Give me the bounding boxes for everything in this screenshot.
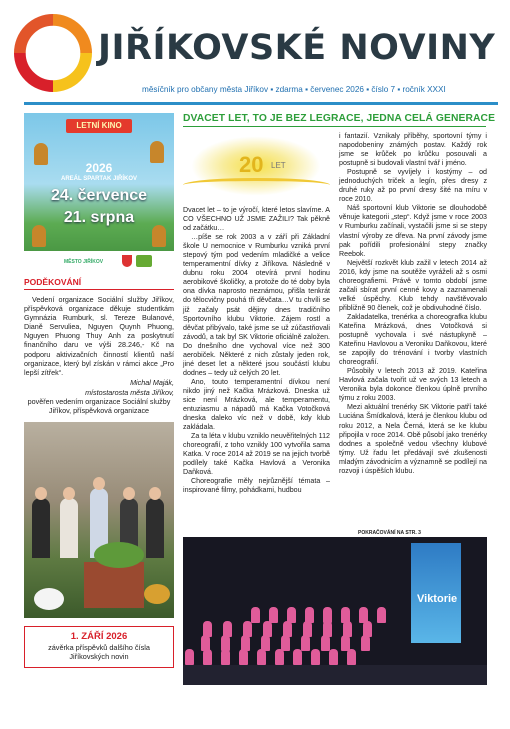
poster-venue: AREÁL SPARTAK JIŘÍKOV: [60, 176, 137, 182]
person-head: [149, 487, 161, 500]
newspaper-title: JIŘÍKOVSKÉ NOVINY: [98, 28, 496, 68]
stage-floor: [183, 665, 487, 685]
thanks-text: Vedení organizace Sociální služby Jiříkov, příspěvková organizace děkuje studentkám Gymnázia Rumburk, sl. Tereze Bulanové, Dianě Servuliea, Nguyen Quynh Phuong, Nguyen Phuong Thuy Anh za poskytnutí finančního daru ve výši 28.246,- Kč na podporu aktivizačních činností klientů naší organizace, který byl získán v rámci akce „Pro lepší zítřek“.: [24, 295, 174, 377]
donation-photo[interactable]: [24, 422, 174, 618]
article-column-1: [183, 206, 330, 496]
person-figure: [32, 498, 50, 558]
dancer-figure: [361, 635, 370, 651]
signature-role: místostarosta města Jiříkov,: [85, 387, 174, 397]
dancer-figure: [251, 607, 260, 623]
article-paragraph: Ano, touto temperamentní dívkou není nikdo jiný než Kačka Mrázková. Dneska už sice není Mrázková, ale temperamentu, entuziasmu a nápadů má Kačka Votočková dneska daleko víc než v době, kdy klub zakládala.: [183, 377, 330, 432]
article-paragraph: Postupně se vyvíjely i kostýmy – od jednoduchých triček a legín, přes dresy z druhé ruky až po první dresy šité na míru v roce 2010.: [339, 168, 487, 204]
cartoon-figure-icon: [32, 225, 46, 247]
article-paragraph: Choreografie měly nejrůznější témata – inspirované filmy, pohádkami, hudbou: [183, 477, 330, 495]
article-headline: DVACET LET, TO JE BEZ LEGRACE, JEDNA CELÁ GENERACE: [183, 113, 496, 124]
issue-info: měsíčník pro občany města Jiříkov ▪ zdarma ▪ červenec 2026 ▪ číslo 7 ▪ ročník XXXI: [142, 85, 446, 94]
person-figure: [146, 498, 164, 558]
left-column: [24, 113, 174, 668]
cartoon-figure-icon: [152, 225, 166, 247]
flower-bush: [94, 542, 144, 568]
person-figure: [60, 498, 78, 558]
main-article: [183, 113, 496, 495]
article-paragraph: Náš sportovní klub Viktorie se dlouhodobě věnuje kategorii „step“. Když jsme v roce 2003 v Rumburku začínali, vystačili jsme si se stepy vlastní výroby ze dřeva. Na první závody jsme pak pořídili profesionální stepy značky Reebok.: [339, 204, 487, 258]
person-head: [93, 477, 105, 490]
flower-bush: [34, 588, 64, 610]
poster-date-2: 21. srpna: [63, 209, 135, 226]
person-head: [123, 487, 135, 500]
dancer-figure: [203, 649, 212, 665]
dancer-figure: [185, 649, 194, 665]
poster-date-1: 24. července: [50, 187, 148, 204]
article-paragraph: …píše se rok 2003 a v září při Základní škole U nemocnice v Rumburku vzniká první stepový tým pod vedením mladičké a velice temperamentní dívky z Jiříkova. Následně v dubnu roku 2004 otevírá první hodinu aerobikové školičky, a protože do té doby byla ona dívka naprosto neznámou, přišla tenkrát do tělocvičny pouhá tři děvčata…V tu chvíli se již začaly psát dějiny dnes tradičního Sportovního klubu Viktorie. Zájem rostl a děvčat přibývalo, také jsme se už zúčastňovali závodů, a tak byl SK Viktorie oficiálně založen. Do dnešního dne vychoval více než 300 aerobiček. Některé z nich zůstaly jeden rok, jiné deset let a některé jsou součástí klubu dodnes – tedy už celých 20 let.: [183, 233, 330, 377]
dance-club-photo[interactable]: [183, 537, 487, 685]
person-head: [63, 487, 75, 500]
badge-word: LET: [271, 161, 286, 170]
dancer-figure: [269, 607, 278, 623]
anniversary-badge: [183, 132, 330, 202]
poster-footer-logo: MĚSTO JIŘÍKOV: [64, 259, 104, 265]
article-paragraph: Za ta léta v klubu vzniklo neuvěřitelných 112 choreografií, z toho vznikly 100 vytvořila sama Katka. V roce 2014 až 2019 se na jejich tvorbě podílely také Kačka Havlová a Veronika Daňková.: [183, 432, 330, 477]
article-paragraph: i fantazií. Vznikaly příběhy, sportovní týmy i napodobeniny známých postav. Každý rok jsme se krůček po krůčku posouvali a postupně si budovali vlastní tvář i jméno.: [339, 132, 487, 168]
signature-org: pověřen vedením organizace Sociální služby Jiříkov, příspěvková organizace: [27, 396, 171, 415]
dancer-figure: [293, 649, 302, 665]
thanks-heading: PODĚKOVÁNÍ: [24, 277, 174, 290]
flower-bush: [144, 584, 170, 604]
article-paragraph: Působily v letech 2013 až 2019. Kateřina Havlová začala tvořit už ve svých 13 letech a Veronika byla dokonce členkou úplně prvního týmu z roku 2003.: [339, 367, 487, 403]
article-paragraph: Mezi aktuální trenérky SK Viktorie patří také Luciána Šmídkalová, která je členkou klubu od roku 2012, a Nela Černá, která se ke klubu připojila v roce 2014. Obě působí jako trenérky dodnes a společně vedou všechny klubové týmy. Už řadu let předávají své zkušenosti mladým závodnicím a významně se podílejí na rozvoji i úspěších klubu.: [339, 403, 487, 475]
dancer-figure: [281, 635, 290, 651]
article-column-2: [339, 132, 487, 476]
headline-rule: [183, 126, 486, 127]
dancer-figure: [347, 649, 356, 665]
signature-name: Michal Maják,: [130, 377, 174, 387]
cartoon-figure-icon: [150, 141, 164, 163]
badge-number: 20: [239, 152, 264, 177]
continued-on-page[interactable]: POKRAČOVÁNÍ NA STR. 3: [358, 530, 421, 536]
badge-swoosh: [183, 178, 330, 192]
article-paragraph: Zakladatelka, trenérka a choreografka klubu Kateřina Mrázková, dnes Votočková si postupně vychovala i své nástupkyně – Kateřinu Havlovou a Veroniku Daňkovou, které se zapojily do trénování i tvorby vlastních choreografií.: [339, 312, 487, 367]
deadline-box: [24, 626, 174, 668]
dancer-figure: [377, 607, 386, 623]
dancer-figure: [321, 635, 330, 651]
article-paragraph: Dvacet let – to je výročí, které letos slavíme. A CO VŠECHNO UŽ JSME ZAŽILI? Tak pěkně od začátku…: [183, 206, 330, 233]
dancer-figure: [221, 649, 230, 665]
dancer-figure: [257, 649, 266, 665]
dancer-figure: [329, 649, 338, 665]
dancer-figure: [301, 635, 310, 651]
partner-logo-icon: [136, 255, 152, 267]
summer-cinema-poster[interactable]: [24, 113, 174, 271]
dancer-figure: [239, 649, 248, 665]
stage-screen: [411, 543, 461, 643]
person-head: [35, 487, 47, 500]
poster-year: 2026: [85, 161, 113, 175]
deadline-text: závěrka příspěvků dalšího čísla Jiříkovských novin: [48, 642, 150, 661]
article-paragraph: Největší rozkvět klub zažil v letech 2014 až 2016, kdy jsme na soutěže vyráželi až s osmi choreografiemi. Právě v tomto období jsme začali sbírat první cenné kovy a zaznamenali velké úspěchy. Klub tehdy navštěvovalo přibližně 90 členek, což je obdivuhodné číslo.: [339, 258, 487, 312]
dancer-figure: [311, 649, 320, 665]
city-crest-icon: [122, 255, 132, 267]
deadline-date: 1. ZÁŘÍ 2026: [70, 630, 128, 642]
flower-planter: [84, 562, 144, 608]
screen-logo-text: Viktorie: [417, 593, 458, 605]
masthead-divider: [24, 102, 498, 105]
poster-banner: LETNÍ KINO: [66, 119, 132, 133]
masthead: [0, 0, 510, 108]
city-logo-icon: [14, 14, 92, 92]
dancer-figure: [275, 649, 284, 665]
